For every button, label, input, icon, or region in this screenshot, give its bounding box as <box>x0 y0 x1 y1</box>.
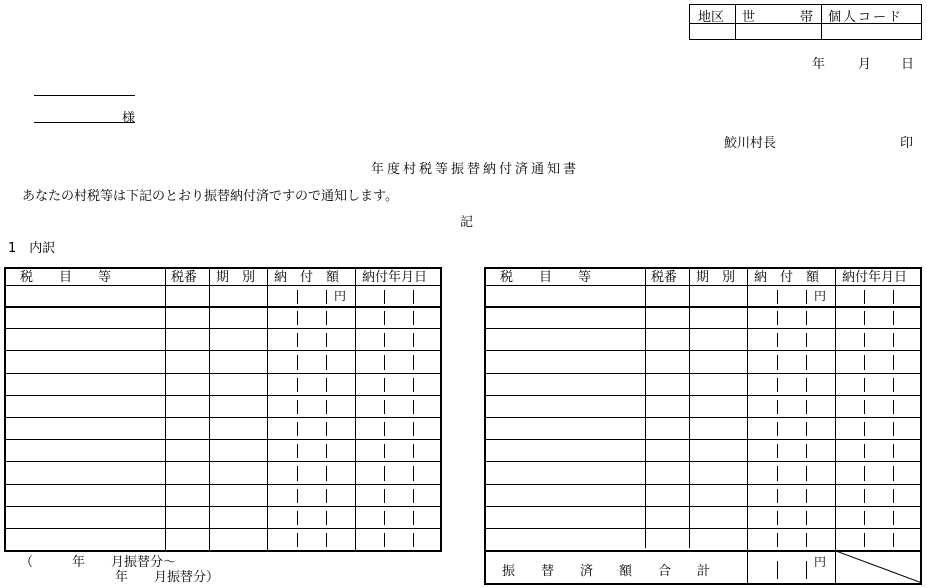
recipient-line-1 <box>34 95 135 96</box>
column-tick <box>893 511 894 525</box>
column-tick <box>777 422 778 436</box>
column-tick <box>893 333 894 347</box>
table-row-line <box>6 395 440 396</box>
header-period: 期 別 <box>696 270 736 285</box>
column-tick <box>297 466 298 480</box>
intro-text: あなたの村税等は下記のとおり振替納付済ですので通知します。 <box>22 189 398 204</box>
table-row-line <box>6 328 440 329</box>
table-row-line <box>486 350 920 351</box>
total-yen-label: 円 <box>814 555 827 569</box>
column-tick <box>893 466 894 480</box>
column-tick <box>806 355 807 369</box>
column-tick <box>384 422 385 436</box>
column-tick <box>413 355 414 369</box>
column-tick <box>806 561 807 579</box>
column-tick <box>297 511 298 525</box>
column-tick <box>777 355 778 369</box>
column-tick <box>864 489 865 503</box>
column-tick <box>777 311 778 325</box>
table-row-line <box>486 439 920 440</box>
column-tick <box>893 311 894 325</box>
recipient-line-2 <box>34 122 135 123</box>
table-row-line <box>486 528 920 529</box>
header-tax-number: 税番 <box>651 270 678 285</box>
table-row-line <box>6 417 440 418</box>
table-row-line <box>486 484 920 485</box>
column-tick <box>777 333 778 347</box>
column-tick <box>893 355 894 369</box>
column-tick <box>297 400 298 414</box>
table-row-line <box>6 439 440 440</box>
column-tick <box>864 333 865 347</box>
column-tick <box>864 311 865 325</box>
column-tick <box>806 511 807 525</box>
column-tick <box>384 511 385 525</box>
column-tick <box>384 333 385 347</box>
table-row-line <box>6 461 440 462</box>
column-tick <box>893 400 894 414</box>
column-tick <box>864 355 865 369</box>
column-tick <box>806 378 807 392</box>
yen-label: 円 <box>334 289 347 303</box>
column-tick <box>413 333 414 347</box>
date-year: 年 <box>812 57 826 72</box>
column-tick <box>777 290 778 304</box>
code-box <box>689 4 922 40</box>
column-tick <box>777 511 778 525</box>
column-tick <box>326 533 327 547</box>
column-tick <box>777 400 778 414</box>
table-row-line <box>486 461 920 462</box>
district-label: 地区 <box>698 10 725 25</box>
column-tick <box>806 489 807 503</box>
column-tick <box>864 400 865 414</box>
column-tick <box>893 533 894 547</box>
column-tick <box>297 311 298 325</box>
header-period: 期 別 <box>216 270 256 285</box>
column-tick <box>864 290 865 304</box>
column-tick <box>777 533 778 547</box>
column-tick <box>413 400 414 414</box>
table-row-line <box>486 395 920 396</box>
section-breakdown: 1 内訳 <box>8 241 56 256</box>
header-amount: 納 付 額 <box>274 270 340 285</box>
table-row-line <box>486 328 920 329</box>
column-tick <box>864 444 865 458</box>
column-tick <box>893 444 894 458</box>
column-tick <box>326 466 327 480</box>
column-tick <box>777 378 778 392</box>
table-row-line <box>486 506 920 507</box>
column-tick <box>297 378 298 392</box>
column-tick <box>384 466 385 480</box>
column-tick <box>326 290 327 304</box>
column-tick <box>384 444 385 458</box>
column-tick <box>384 311 385 325</box>
document-title: 年度村税等振替納付済通知書 <box>371 162 580 177</box>
issuer-name: 鮫川村長 <box>724 136 777 151</box>
column-tick <box>864 533 865 547</box>
column-tick <box>413 511 414 525</box>
column-tick <box>297 355 298 369</box>
period-from: （ 年 月振替分～ <box>20 555 177 570</box>
table-row-line <box>6 373 440 374</box>
column-tick <box>384 355 385 369</box>
date-month: 月 <box>858 57 872 72</box>
column-tick <box>777 466 778 480</box>
column-tick <box>326 355 327 369</box>
column-tick <box>297 444 298 458</box>
column-tick <box>413 444 414 458</box>
column-tick <box>297 489 298 503</box>
table-row-line <box>486 417 920 418</box>
column-tick <box>413 378 414 392</box>
column-tick <box>326 511 327 525</box>
column-tick <box>806 422 807 436</box>
column-tick <box>806 290 807 304</box>
column-tick <box>893 422 894 436</box>
column-tick <box>413 422 414 436</box>
header-amount: 納 付 額 <box>754 270 820 285</box>
column-tick <box>326 400 327 414</box>
column-tick <box>413 533 414 547</box>
column-tick <box>326 422 327 436</box>
column-tick <box>864 422 865 436</box>
column-tick <box>413 489 414 503</box>
header-tax-item: 税 目 等 <box>20 270 112 285</box>
column-tick <box>384 290 385 304</box>
header-tax-number: 税番 <box>171 270 198 285</box>
header-payment-date: 納付年月日 <box>842 270 908 285</box>
yen-label: 円 <box>814 289 827 303</box>
recipient-honorific: 様 <box>122 111 136 126</box>
date-day: 日 <box>901 57 915 72</box>
column-tick <box>893 290 894 304</box>
column-tick <box>864 378 865 392</box>
column-tick <box>806 533 807 547</box>
table-row-line <box>6 506 440 507</box>
table-row-line <box>6 528 440 529</box>
breakdown-table-right <box>484 267 922 585</box>
column-tick <box>326 489 327 503</box>
ki-heading: 記 <box>460 215 474 230</box>
total-label: 振 替 済 額 合 計 <box>502 564 711 579</box>
column-tick <box>806 333 807 347</box>
column-tick <box>777 489 778 503</box>
column-tick <box>326 333 327 347</box>
column-tick <box>384 533 385 547</box>
column-tick <box>384 400 385 414</box>
column-tick <box>806 466 807 480</box>
table-row-line <box>486 373 920 374</box>
period-to: 年 月振替分） <box>115 570 220 585</box>
column-tick <box>777 561 778 579</box>
column-tick <box>893 378 894 392</box>
column-tick <box>326 378 327 392</box>
column-tick <box>384 378 385 392</box>
column-tick <box>297 422 298 436</box>
household-label-1: 世 <box>742 10 756 25</box>
breakdown-table-left <box>4 267 442 552</box>
household-label-2: 帯 <box>800 10 814 25</box>
column-tick <box>297 533 298 547</box>
total-diagonal-line <box>836 551 922 583</box>
column-tick <box>384 489 385 503</box>
table-row-line <box>6 350 440 351</box>
column-tick <box>777 444 778 458</box>
column-tick <box>864 511 865 525</box>
column-tick <box>326 444 327 458</box>
column-tick <box>413 311 414 325</box>
personal-code-label: 個人コード <box>828 10 904 25</box>
column-tick <box>893 489 894 503</box>
column-tick <box>413 466 414 480</box>
issuer-seal: 印 <box>900 136 914 151</box>
header-tax-item: 税 目 等 <box>500 270 592 285</box>
column-tick <box>326 311 327 325</box>
header-payment-date: 納付年月日 <box>362 270 428 285</box>
table-row-line <box>6 484 440 485</box>
column-tick <box>806 311 807 325</box>
column-tick <box>864 466 865 480</box>
column-tick <box>806 400 807 414</box>
column-tick <box>413 290 414 304</box>
column-tick <box>297 333 298 347</box>
column-tick <box>297 290 298 304</box>
column-tick <box>806 444 807 458</box>
